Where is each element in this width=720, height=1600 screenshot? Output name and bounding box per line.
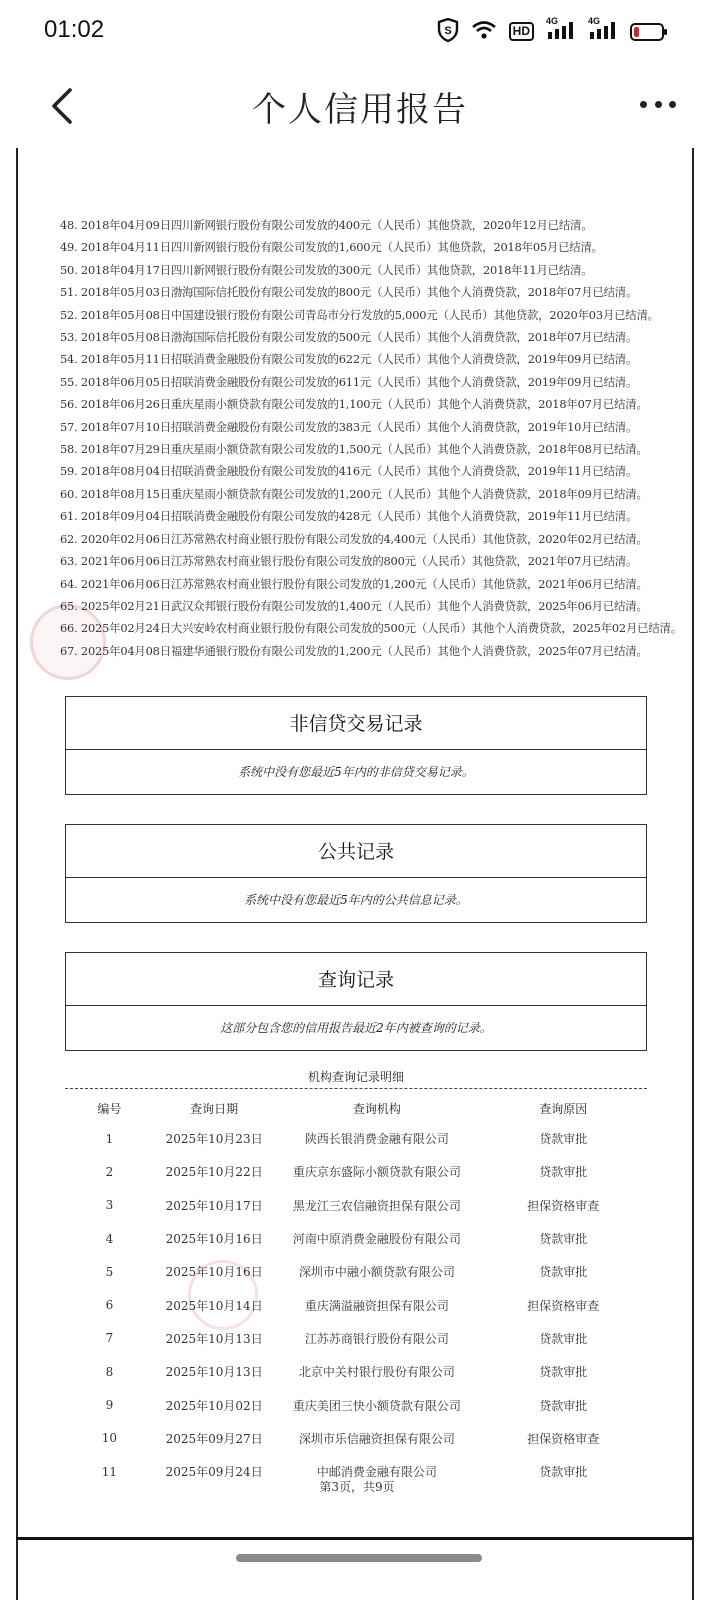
list-item: 67. 2025年04月08日福建华通银行股份有限公司发放的1,200元（人民币）其他个人消费贷款，2025年07月已结清。	[60, 643, 648, 658]
table-row	[65, 1189, 647, 1222]
table-cell: 贷款审批	[539, 1265, 588, 1280]
query-section	[65, 952, 647, 1051]
list-item: 58. 2018年07月29日重庆星雨小额贷款有限公司发放的1,500元（人民币）其他个人消费贷款，2018年08月已结清。	[60, 442, 648, 457]
table-cell: 贷款审批	[539, 1365, 588, 1380]
table-cell: 重庆美团三快小额贷款有限公司	[292, 1398, 461, 1413]
table-cell: 贷款审批	[539, 1132, 588, 1147]
next-page-edge	[16, 1540, 694, 1600]
list-item: 63. 2021年06月06日江苏常熟农村商业银行股份有限公司发放的800元（人民币）其他贷款，2021年07月已结清。	[60, 554, 638, 569]
table-cell: 8	[105, 1364, 114, 1379]
section-title: 公共记录	[66, 825, 646, 878]
table-cell: 11	[101, 1464, 118, 1479]
table-cell: 深圳市中融小额贷款有限公司	[298, 1265, 455, 1280]
table-cell: 贷款审批	[539, 1398, 588, 1413]
section-title: 查询记录	[66, 953, 646, 1006]
table-cell: 北京中关村银行股份有限公司	[298, 1365, 455, 1380]
list-item: 52. 2018年05月08日中国建设银行股份有限公司青岛市分行发放的5,000元（人民币）其他贷款，2020年03月已结清。	[60, 307, 659, 322]
table-cell: 10	[101, 1431, 118, 1446]
list-item: 60. 2018年08月15日重庆星雨小额贷款有限公司发放的1,200元（人民币）其他个人消费贷款，2018年09月已结清。	[60, 486, 648, 501]
table-row	[65, 1155, 647, 1188]
table-row	[65, 1255, 647, 1288]
list-item: 66. 2025年02月24日大兴安岭农村商业银行股份有限公司发放的500元（人民币）其他个人消费贷款，2025年02月已结清。	[60, 621, 682, 636]
report-page[interactable]	[16, 148, 694, 1538]
list-item: 54. 2018年05月11日招联消费金融股份有限公司发放的622元（人民币）其他个人消费贷款，2019年09月已结清。	[60, 352, 638, 367]
table-cell: 深圳市乐信融资担保有限公司	[298, 1431, 455, 1446]
section-body: 这部分包含您的信用报告最近2年内被查询的记录。	[220, 1021, 492, 1035]
signal-icon	[546, 16, 576, 43]
table-cell: 贷款审批	[539, 1165, 588, 1180]
divider	[65, 1088, 647, 1089]
column-header: 查询原因	[539, 1101, 588, 1116]
query-table	[65, 1094, 647, 1488]
list-item: 65. 2025年02月21日武汉众邦银行股份有限公司发放的1,400元（人民币）其他个人消费贷款，2025年06月已结清。	[60, 598, 648, 613]
section-body: 系统中没有您最近5年内的非信贷交易记录。	[238, 765, 474, 779]
section-body: 系统中没有您最近5年内的公共信息记录。	[244, 893, 468, 907]
home-indicator[interactable]	[236, 1554, 482, 1562]
status-time: 01:02	[44, 16, 105, 43]
table-row	[65, 1355, 647, 1388]
table-row	[65, 1288, 647, 1321]
signal-label-2: 4G	[588, 16, 601, 26]
non-credit-section	[65, 696, 647, 795]
column-header: 查询机构	[352, 1101, 401, 1116]
list-item: 62. 2020年02月06日江苏常熟农村商业银行股份有限公司发放的4,400元（人民币）其他贷款，2020年02月已结清。	[60, 531, 648, 546]
status-bar	[0, 0, 720, 64]
table-row	[65, 1388, 647, 1421]
table-cell: 5	[105, 1264, 114, 1279]
table-cell: 江苏苏商银行股份有限公司	[304, 1331, 449, 1346]
signal-label: 4G	[546, 16, 559, 26]
nav-bar	[0, 64, 720, 148]
page-title: 个人信用报告	[252, 90, 468, 130]
table-row	[65, 1122, 647, 1155]
table-cell: 6	[105, 1298, 114, 1313]
table-cell: 2025年10月13日	[165, 1365, 263, 1380]
section-title: 非信贷交易记录	[66, 697, 646, 750]
table-header-row	[65, 1094, 647, 1122]
table-cell: 9	[105, 1398, 114, 1413]
table-row	[65, 1322, 647, 1355]
table-cell: 2025年10月16日	[165, 1232, 263, 1247]
list-item: 59. 2018年08月04日招联消费金融股份有限公司发放的416元（人民币）其他个人消费贷款，2019年11月已结清。	[60, 464, 638, 479]
list-item: 55. 2018年06月05日招联消费金融股份有限公司发放的611元（人民币）其他个人消费贷款，2019年09月已结清。	[60, 374, 638, 389]
table-cell: 2025年10月23日	[165, 1132, 263, 1147]
page-number: 第3页，共9页	[319, 1480, 395, 1494]
table-cell: 重庆京东盛际小额贷款有限公司	[292, 1165, 461, 1180]
column-header: 查询日期	[190, 1101, 239, 1116]
table-cell: 担保资格审查	[527, 1431, 600, 1446]
table-cell: 2025年09月24日	[165, 1465, 263, 1480]
table-row	[65, 1222, 647, 1255]
status-icons	[437, 18, 664, 45]
list-item: 49. 2018年04月11日四川新网银行股份有限公司发放的1,600元（人民币）其他贷款，2018年05月已结清。	[60, 240, 603, 255]
battery-icon	[630, 23, 664, 41]
table-cell: 2025年10月02日	[165, 1398, 263, 1413]
list-item: 56. 2018年06月26日重庆星雨小额贷款有限公司发放的1,100元（人民币）其他个人消费贷款，2018年07月已结清。	[60, 397, 648, 412]
table-cell: 1	[105, 1131, 114, 1146]
table-cell: 2025年10月16日	[165, 1265, 263, 1280]
table-cell: 2025年10月14日	[165, 1298, 263, 1313]
signal-icon-2	[588, 16, 618, 43]
table-cell: 担保资格审查	[527, 1298, 600, 1313]
table-cell: 2	[105, 1164, 114, 1179]
table-cell: 贷款审批	[539, 1232, 588, 1247]
table-cell: 7	[105, 1331, 114, 1346]
list-item: 64. 2021年06月06日江苏常熟农村商业银行股份有限公司发放的1,200元（人民币）其他贷款，2021年06月已结清。	[60, 576, 648, 591]
list-item: 57. 2018年07月10日招联消费金融股份有限公司发放的383元（人民币）其他个人消费贷款，2019年10月已结清。	[60, 419, 638, 434]
list-item: 51. 2018年05月03日渤海国际信托股份有限公司发放的800元（人民币）其他个人消费贷款，2018年07月已结清。	[60, 285, 638, 300]
table-cell: 黑龙江三农信融资担保有限公司	[292, 1198, 461, 1213]
table-cell: 担保资格审查	[527, 1198, 600, 1213]
table-cell: 2025年09月27日	[165, 1431, 263, 1446]
table-cell: 2025年10月17日	[165, 1198, 263, 1213]
table-cell: 重庆满溢融资担保有限公司	[304, 1298, 449, 1313]
table-cell: 中邮消费金融有限公司	[316, 1465, 437, 1480]
public-section	[65, 824, 647, 923]
table-cell: 2025年10月13日	[165, 1331, 263, 1346]
table-cell: 贷款审批	[539, 1465, 588, 1480]
wifi-icon	[471, 20, 497, 43]
table-cell: 4	[105, 1231, 114, 1246]
table-row	[65, 1422, 647, 1455]
table-cell: 3	[105, 1198, 114, 1213]
svg-text:S: S	[443, 25, 452, 37]
loan-list	[60, 214, 680, 662]
hd-badge: HD	[509, 22, 534, 41]
more-icon[interactable]	[640, 94, 676, 114]
list-item: 53. 2018年05月08日渤海国际信托股份有限公司发放的500元（人民币）其他个人消费贷款，2018年07月已结清。	[60, 330, 638, 345]
table-cell: 河南中原消费金融股份有限公司	[292, 1232, 461, 1247]
list-item: 61. 2018年09月04日招联消费金融股份有限公司发放的428元（人民币）其他个人消费贷款，2019年11月已结清。	[60, 509, 638, 524]
query-table-subtitle: 机构查询记录明细	[307, 1070, 404, 1084]
table-cell: 2025年10月22日	[165, 1165, 263, 1180]
list-item: 48. 2018年04月09日四川新网银行股份有限公司发放的400元（人民币）其他贷款，2020年12月已结清。	[60, 218, 593, 232]
list-item: 50. 2018年04月17日四川新网银行股份有限公司发放的300元（人民币）其他贷款，2018年11月已结清。	[60, 262, 593, 277]
column-header: 编号	[97, 1101, 122, 1116]
shield-icon	[437, 18, 459, 45]
table-cell: 陕西长银消费金融有限公司	[304, 1132, 449, 1147]
table-cell: 贷款审批	[539, 1331, 588, 1346]
